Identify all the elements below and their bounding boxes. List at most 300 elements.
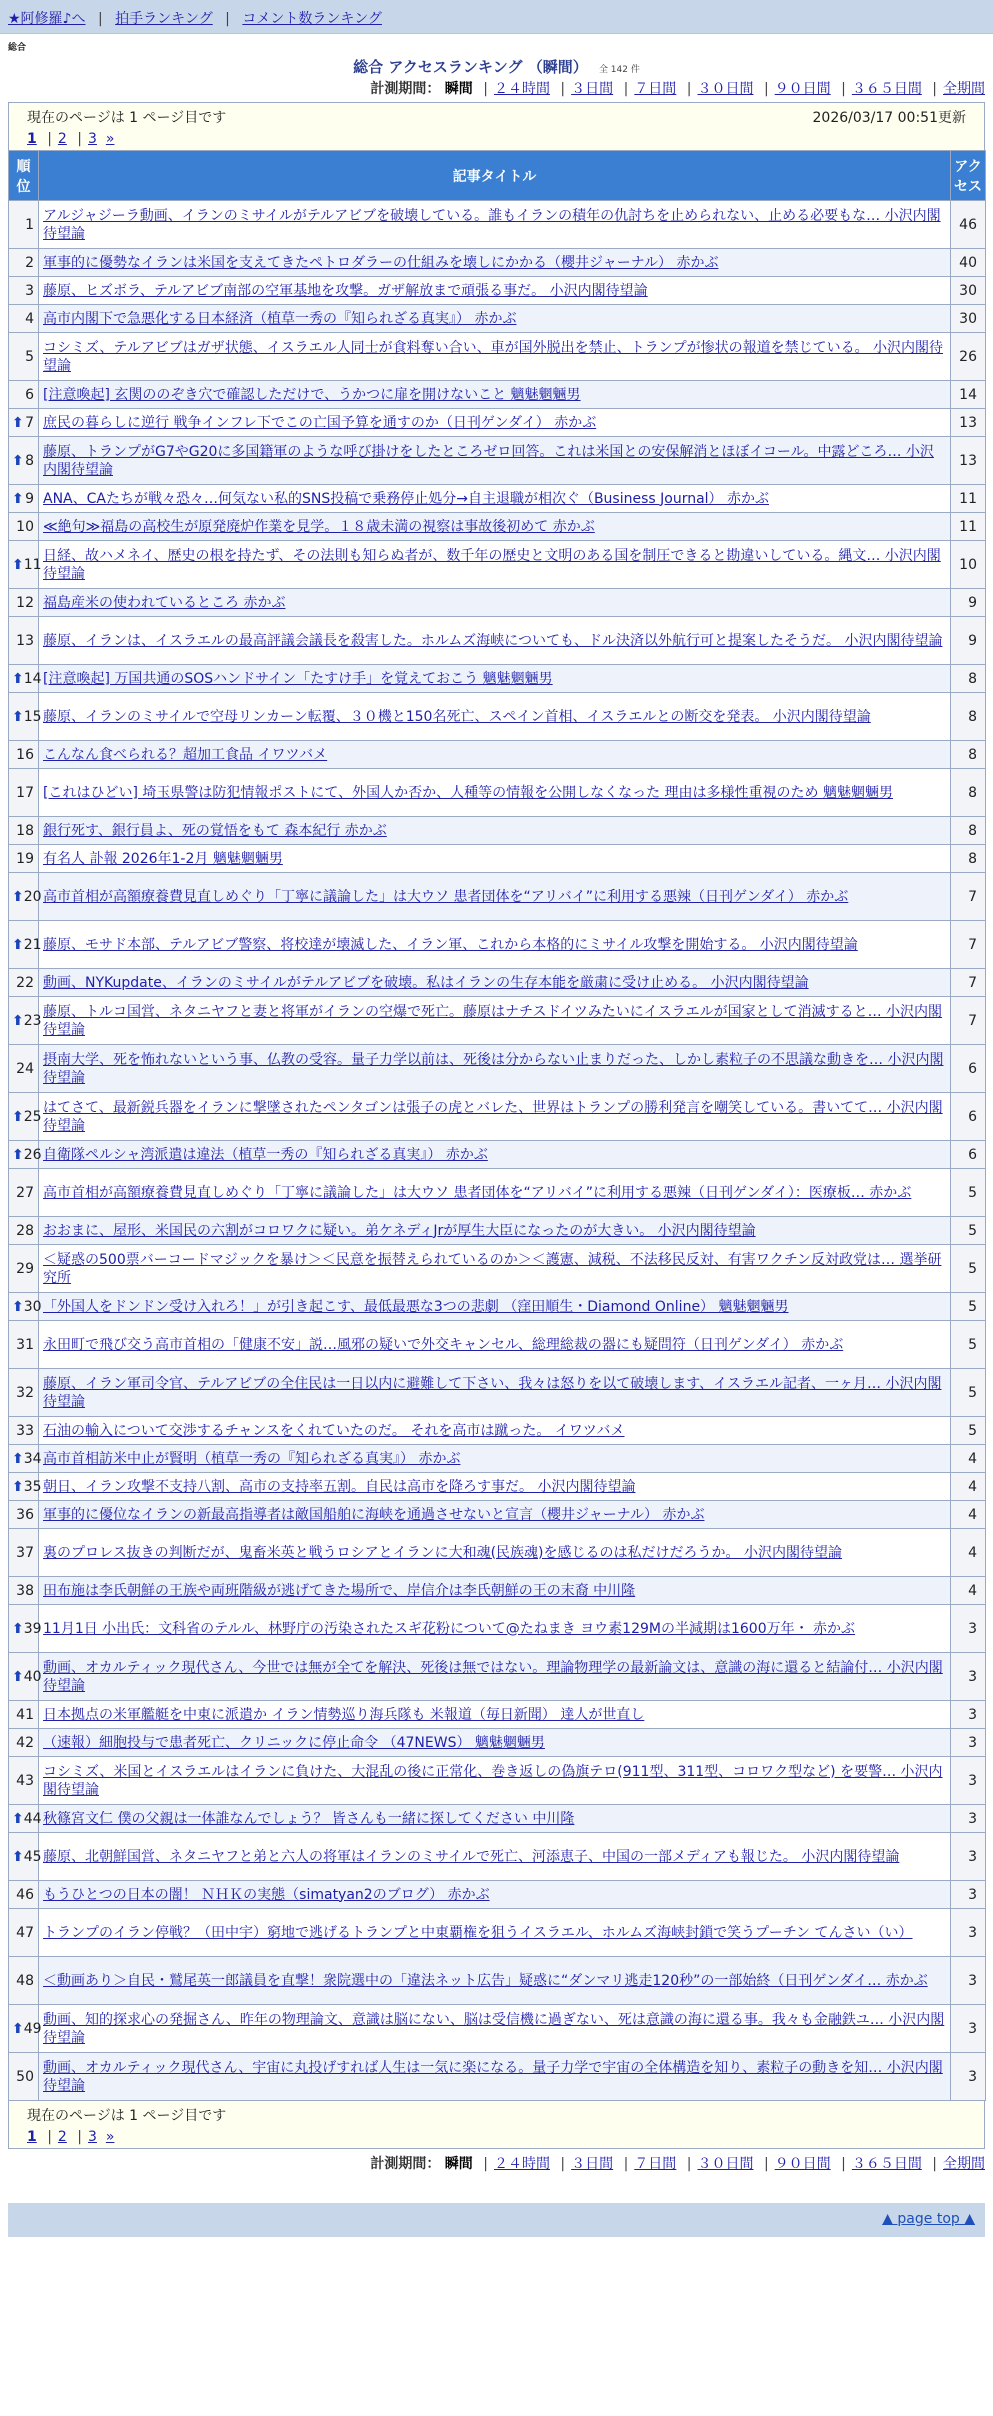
page-next-link[interactable]: » xyxy=(105,2129,115,2145)
rank-cell xyxy=(9,1045,39,1093)
access-count: 13 xyxy=(951,437,986,485)
rank-cell xyxy=(9,1417,39,1445)
rank-number: 8 xyxy=(25,452,34,469)
title-cell xyxy=(39,921,951,969)
article-title-link[interactable]: コシミズ、米国とイスラエルはイランに負けた、大混乱の後に正常化、巻き返しの偽旗テロ(911型、311型、コロワク型など) を要警… 小沢内閣待望論 xyxy=(43,1763,943,1798)
table-row xyxy=(9,1957,986,2005)
access-count: 3 xyxy=(951,1833,986,1881)
rank-number: 49 xyxy=(23,2020,42,2037)
period-current: 瞬間 xyxy=(444,2156,473,2172)
rank-number: 21 xyxy=(23,936,42,953)
footer-bar xyxy=(8,2203,985,2237)
table-row xyxy=(9,769,986,817)
rank-cell xyxy=(9,969,39,997)
table-row xyxy=(9,617,986,665)
rank-number: 34 xyxy=(23,1450,42,1467)
period-link-30d[interactable]: ３０日間 xyxy=(697,81,754,97)
rank-number: 40 xyxy=(23,1668,42,1685)
table-row xyxy=(9,1805,986,1833)
rank-number: 26 xyxy=(23,1146,42,1163)
article-title-link[interactable]: 動画、オカルティック現代さん、宇宙に丸投げすれば人生は一気に楽になる。量子力学で宇宙の全体構造を知り、素粒子の動きを知… 小沢内閣待望論 xyxy=(43,2059,943,2094)
rank-number: 2 xyxy=(25,254,34,271)
title-cell xyxy=(39,1045,951,1093)
access-count: 30 xyxy=(951,305,986,333)
article-title-link[interactable]: 動画、NYKupdate、イランのミサイルがテルアビブを破壊。私はイランの生存本能を厳粛に受け止める。 小沢内閣待望論 xyxy=(43,974,809,991)
rank-cell xyxy=(9,1473,42,1501)
title-cell xyxy=(39,769,951,817)
article-title-link[interactable]: アルジャジーラ動画、イランのミサイルがテルアビブを破壊している。誰もイランの積年の仇討ちを止められない、止める必要もな… 小沢内閣待望論 xyxy=(43,207,941,242)
table-row xyxy=(9,1653,986,1701)
article-title-link[interactable]: 藤原、イランのミサイルで空母リンカーン転覆、３０機と150名死亡、スペイン首相、イスラエルとの断交を発表。 小沢内閣待望論 xyxy=(43,708,871,725)
rank-number: 3 xyxy=(25,282,34,299)
rank-cell xyxy=(9,2053,39,2101)
table-row xyxy=(9,1369,986,1417)
table-row xyxy=(9,817,986,845)
title-cell xyxy=(39,1417,951,1445)
article-title-link[interactable]: 高市首相が高額療養費見直しめぐり「丁寧に議論した」は大ウソ 患者団体を“アリバイ”に利用する悪辣（日刊ゲンダイ） 赤かぶ xyxy=(43,888,849,905)
article-title-link[interactable]: もうひとつの日本の闇！ ＮＨＫの実態（simatyan2のブログ） 赤かぶ xyxy=(43,1886,490,1903)
comment-ranking-link[interactable]: コメント数ランキング xyxy=(242,11,382,27)
article-title-link[interactable]: 日経、故ハメネイ、歴史の根を持たず、その法則も知らぬ者が、数千年の歴史と文明のある国を制圧できると勘違いしている。縄文… 小沢内閣待望論 xyxy=(43,547,941,582)
rank-number: 15 xyxy=(23,708,42,725)
page-link-3[interactable]: 3 xyxy=(88,2129,97,2145)
article-title-link[interactable]: 秋篠宮文仁 僕の父親は一体誰なんでしょう？ 皆さんも一緒に探してください 中川隆 xyxy=(43,1810,575,1827)
title-cell xyxy=(39,201,951,249)
title-cell xyxy=(39,997,951,1045)
access-count: 6 xyxy=(951,1141,986,1169)
access-count: 8 xyxy=(951,845,986,873)
rank-up-arrow-icon: ⬆ xyxy=(12,452,24,469)
article-title-link[interactable]: ＜動画あり＞自民・鷲尾英一郎議員を直撃！衆院選中の「違法ネット広告」疑惑に“ダンマリ逃走120秒”の一部始終（日刊ゲンダイ… 赤かぶ xyxy=(43,1972,928,1989)
access-count: 4 xyxy=(951,1445,986,1473)
rank-number: 42 xyxy=(16,1734,34,1751)
title-cell xyxy=(39,1909,951,1957)
page-title-text: 総合 アクセスランキング （瞬間） xyxy=(353,58,588,76)
rank-cell xyxy=(9,201,39,249)
access-count: 26 xyxy=(951,333,986,381)
page-title xyxy=(0,56,993,78)
rank-number: 50 xyxy=(16,2068,34,2085)
period-label: 計測期間： xyxy=(370,81,441,97)
rank-number: 10 xyxy=(16,518,34,535)
article-title-link[interactable]: 藤原、モサド本部、テルアビブ警察、将校達が壊滅した、イラン軍、これから本格的にミサイル攻撃を開始する。 小沢内閣待望論 xyxy=(43,936,858,953)
rank-cell xyxy=(9,1169,39,1217)
access-count: 4 xyxy=(951,1577,986,1605)
table-row xyxy=(9,845,986,873)
access-count: 6 xyxy=(951,1093,986,1141)
table-row xyxy=(9,1045,986,1093)
rank-up-arrow-icon: ⬆ xyxy=(12,708,24,725)
article-title-link[interactable]: 日本拠点の米軍艦艇を中東に派遣か イラン情勢巡り海兵隊も 米報道（毎日新聞） 達人が世直し xyxy=(43,1706,645,1723)
table-row xyxy=(9,513,986,541)
table-row xyxy=(9,1245,986,1293)
rank-cell xyxy=(9,1729,39,1757)
article-title-link[interactable]: 銀行死す、銀行員よ、死の覚悟をもて 森本紀行 赤かぶ xyxy=(43,822,387,839)
rank-number: 23 xyxy=(23,1012,42,1029)
article-title-link[interactable]: ANA、CAたちが戦々恐々…何気ない私的SNS投稿で乗務停止処分→自主退職が相次ぐ（Business Journal） 赤かぶ xyxy=(43,490,770,507)
title-cell xyxy=(39,2005,951,2053)
table-row xyxy=(9,741,986,769)
applause-ranking-link[interactable]: 拍手ランキング xyxy=(115,11,213,27)
article-title-link[interactable]: 永田町で飛び交う高市首相の「健康不安」説…風邪の疑いで外交キャンセル、総理総裁の器にも疑問符（日刊ゲンダイ） 赤かぶ xyxy=(43,1336,844,1353)
article-title-link[interactable]: ＜疑惑の500票バーコードマジックを暴け＞＜民意を振替えられているのか＞＜護憲、減税、不法移民反対、有害ワクチン反対政党は… 選挙研究所 xyxy=(43,1251,942,1286)
table-row xyxy=(9,541,986,589)
table-row xyxy=(9,1577,986,1605)
access-count: 46 xyxy=(951,201,986,249)
table-row xyxy=(9,921,986,969)
access-count: 3 xyxy=(951,1881,986,1909)
article-title-link[interactable]: 高市首相が高額療養費見直しめぐり「丁寧に議論した」は大ウソ 患者団体を“アリバイ”に利用する悪辣（日刊ゲンダイ）：医療板… 赤かぶ xyxy=(43,1184,912,1201)
rank-up-arrow-icon: ⬆ xyxy=(12,1146,24,1163)
table-row xyxy=(9,1321,986,1369)
rank-cell xyxy=(9,305,39,333)
article-title-link[interactable]: 朝日、イラン攻撃不支持八割、高市の支持率五割。自民は高市を降ろす事だ。 小沢内閣待望論 xyxy=(43,1478,636,1495)
rank-number: 12 xyxy=(16,594,34,611)
rank-cell xyxy=(9,997,42,1045)
title-cell xyxy=(39,589,951,617)
rank-up-arrow-icon: ⬆ xyxy=(12,936,24,953)
access-count: 10 xyxy=(951,541,986,589)
period-link-365d[interactable]: ３６５日間 xyxy=(851,2156,922,2172)
page-link-2[interactable]: 2 xyxy=(57,2129,67,2145)
title-cell xyxy=(39,1729,951,1757)
article-title-link[interactable]: 自衛隊ペルシャ湾派遣は違法（植草一秀の『知られざる真実』） 赤かぶ xyxy=(43,1146,488,1163)
rank-up-arrow-icon: ⬆ xyxy=(12,2020,24,2037)
article-title-link[interactable]: 福島産米の使われているところ 赤かぶ xyxy=(43,594,286,611)
access-count: 3 xyxy=(951,1605,986,1653)
table-row xyxy=(9,1701,986,1729)
access-count: 3 xyxy=(951,1653,986,1701)
period-link-24h[interactable]: ２４時間 xyxy=(493,2156,550,2172)
rank-cell xyxy=(9,1529,39,1577)
rank-number: 25 xyxy=(23,1108,42,1125)
rank-cell xyxy=(9,1653,42,1701)
table-row xyxy=(9,2053,986,2101)
article-title-link[interactable]: 「外国人をドンドン受け入れろ！」が引き起こす、最低最悪な3つの悲劇 （窪田順生・Diamond Online） 魑魅魍魎男 xyxy=(43,1298,789,1315)
access-count: 8 xyxy=(951,769,986,817)
access-count: 8 xyxy=(951,817,986,845)
rank-up-arrow-icon: ⬆ xyxy=(12,414,24,431)
col-header-rank: 順位 xyxy=(9,151,39,201)
access-count: 5 xyxy=(951,1245,986,1293)
rank-up-arrow-icon: ⬆ xyxy=(12,556,24,573)
page-info-top xyxy=(8,102,985,150)
article-title-link[interactable]: 藤原、イランは、イスラエルの最高評議会議長を殺害した。ホルムズ海峡についても、ドル決済以外航行可と提案したそうだ。 小沢内閣待望論 xyxy=(43,632,943,649)
period-link-90d[interactable]: ９０日間 xyxy=(774,2156,831,2172)
rank-cell xyxy=(9,921,42,969)
access-count: 5 xyxy=(951,1169,986,1217)
rank-up-arrow-icon: ⬆ xyxy=(12,1012,24,1029)
article-title-link[interactable]: はてさて、最新鋭兵器をイランに撃墜されたペンタゴンは張子の虎とバレた、世界はトランプの勝利発言を嘲笑している。書いてて… 小沢内閣待望論 xyxy=(43,1099,943,1134)
rank-number: 17 xyxy=(16,784,34,801)
current-page-text-bottom: 現在のページは 1 ページ目です xyxy=(27,2108,227,2124)
article-title-link[interactable]: 石油の輸入について交渉するチャンスをくれていたのだ。 それを高市は蹴った。 イワツバメ xyxy=(43,1422,625,1439)
article-title-link[interactable]: 摂南大学、死を怖れないという事、仏教の受容。量子力学以前は、死後は分からない止まりだった、しかし素粒子の不思議な動きを… 小沢内閣待望論 xyxy=(43,1051,944,1086)
title-cell xyxy=(39,2053,951,2101)
rank-cell xyxy=(9,873,42,921)
title-cell xyxy=(39,1701,951,1729)
rank-up-arrow-icon: ⬆ xyxy=(12,1848,24,1865)
title-cell xyxy=(39,1605,951,1653)
access-count: 3 xyxy=(951,1701,986,1729)
rank-cell xyxy=(9,1245,39,1293)
title-cell xyxy=(39,693,951,741)
page-link-current[interactable]: 1 xyxy=(27,2129,37,2145)
access-count: 5 xyxy=(951,1369,986,1417)
top-nav xyxy=(0,0,993,34)
rank-cell xyxy=(9,249,39,277)
rank-cell xyxy=(9,333,39,381)
rank-cell xyxy=(9,513,39,541)
rank-number: 22 xyxy=(16,974,34,991)
title-cell xyxy=(39,741,951,769)
rank-cell xyxy=(9,485,39,513)
rank-cell xyxy=(9,2005,42,2053)
table-row xyxy=(9,1217,986,1245)
period-link-all[interactable]: 全期間 xyxy=(943,2156,985,2172)
access-count: 14 xyxy=(951,381,986,409)
rank-cell xyxy=(9,693,42,741)
article-title-link[interactable]: こんなん食べられる？超加工食品 イワツバメ xyxy=(43,746,328,763)
access-count: 3 xyxy=(951,2053,986,2101)
table-row xyxy=(9,277,986,305)
rank-cell xyxy=(9,437,39,485)
table-row xyxy=(9,1445,986,1473)
period-link-24h[interactable]: ２４時間 xyxy=(493,81,550,97)
rank-number: 20 xyxy=(23,888,42,905)
rank-number: 9 xyxy=(25,490,34,507)
rank-number: 39 xyxy=(23,1620,42,1637)
title-cell xyxy=(39,1093,951,1141)
article-title-link[interactable]: 動画、オカルティック現代さん、今世では無が全てを解決、死後は無ではない。理論物理学の最新論文は、意識の海に還ると結論付… 小沢内閣待望論 xyxy=(43,1659,943,1694)
period-link-7d[interactable]: ７日間 xyxy=(634,81,677,97)
table-row xyxy=(9,1169,986,1217)
period-current: 瞬間 xyxy=(444,81,473,97)
table-row xyxy=(9,1141,986,1169)
rank-cell xyxy=(9,617,39,665)
article-title-link[interactable]: 藤原、トルコ国営、ネタニヤフと妻と将軍がイランの空爆で死亡。藤原はナチスドイツみたいにイスラエルが国家として消滅すると… 小沢内閣待望論 xyxy=(43,1003,943,1038)
access-count: 11 xyxy=(951,485,986,513)
rank-cell xyxy=(9,1757,39,1805)
rank-cell xyxy=(9,409,39,437)
title-cell xyxy=(39,1833,951,1881)
period-link-365d[interactable]: ３６５日間 xyxy=(851,81,922,97)
title-cell xyxy=(39,1473,951,1501)
period-nav-bottom: 計測期間： 瞬間 | ２４時間 | ３日間 | ７日間 | ３０日間 | ９０日間 | ３６５日間 | 全期間 xyxy=(370,2156,985,2172)
title-cell xyxy=(39,249,951,277)
rank-cell xyxy=(9,1805,42,1833)
table-row xyxy=(9,249,986,277)
article-title-link[interactable]: [注意喚起] 玄関ののぞき穴で確認しただけで、うかつに扉を開けないこと 魑魅魍魎男 xyxy=(43,386,581,403)
article-title-link[interactable]: コシミズ、テルアビブはガザ状態、イスラエル人同士が食料奪い合い、車が国外脱出を禁止、トランプが惨状の報道を禁じている。 小沢内閣待望論 xyxy=(43,339,944,374)
table-row xyxy=(9,1909,986,1957)
article-title-link[interactable]: 藤原、ヒズボラ、テルアビブ南部の空軍基地を攻撃。ガザ解放まで頑張る事だ。 小沢内閣待望論 xyxy=(43,282,648,299)
pagination-bottom: 1 | 2 | 3 » xyxy=(27,2129,115,2145)
title-cell xyxy=(39,485,951,513)
table-row xyxy=(9,437,986,485)
period-nav-top: 計測期間： 瞬間 | ２４時間 | ３日間 | ７日間 | ３０日間 | ９０日間 | ３６５日間 | 全期間 xyxy=(370,81,985,97)
access-count: 3 xyxy=(951,1757,986,1805)
title-cell xyxy=(39,1169,951,1217)
title-cell xyxy=(39,541,951,589)
rank-cell xyxy=(9,589,39,617)
access-count: 8 xyxy=(951,693,986,741)
rank-cell xyxy=(9,1501,39,1529)
rank-cell xyxy=(9,741,39,769)
title-cell xyxy=(39,1141,951,1169)
table-row xyxy=(9,693,986,741)
access-count: 40 xyxy=(951,249,986,277)
article-title-link[interactable]: 高市首相訪米中止が賢明（植草一秀の『知られざる真実』） 赤かぶ xyxy=(43,1450,461,1467)
article-title-link[interactable]: （速報）細胞投与で患者死亡、クリニックに停止命令 （47NEWS） 魑魅魍魎男 xyxy=(43,1734,545,1751)
table-row xyxy=(9,1093,986,1141)
access-count: 7 xyxy=(951,997,986,1045)
rank-cell xyxy=(9,1881,39,1909)
title-cell xyxy=(39,969,951,997)
title-cell xyxy=(39,1881,951,1909)
page-info-bottom xyxy=(8,2101,985,2149)
article-title-link[interactable]: 庶民の暮らしに逆行 戦争インフレ下でこの亡国予算を通すのか（日刊ゲンダイ） 赤かぶ xyxy=(43,414,597,431)
rank-up-arrow-icon: ⬆ xyxy=(12,1668,24,1685)
article-title-link[interactable]: 藤原、イラン軍司令官、テルアビブの全住民は一日以内に避難して下さい、我々は怒りを以て破壊します、イスラエル記者、一ヶ月… 小沢内閣待望論 xyxy=(43,1375,942,1410)
article-title-link[interactable]: 11月1日 小出氏：文科省のテルル、林野庁の汚染されたスギ花粉について@たねまき ヨウ素129Mの半減期は1600万年・ 赤かぶ xyxy=(43,1620,856,1637)
section-label: 総合 xyxy=(8,43,27,53)
article-title-link[interactable]: 有名人 訃報 2026年1-2月 魑魅魍魎男 xyxy=(43,850,283,867)
rank-number: 48 xyxy=(16,1972,34,1989)
article-title-link[interactable]: [注意喚起] 万国共通のSOSハンドサイン「たすけ手」を覚えておこう 魑魅魍魎男 xyxy=(43,670,553,687)
rank-number: 11 xyxy=(23,556,42,573)
updated-timestamp: 2026/03/17 00:51更新 xyxy=(812,110,966,126)
period-link-all[interactable]: 全期間 xyxy=(943,81,985,97)
rank-number: 1 xyxy=(25,216,34,233)
period-link-7d[interactable]: ７日間 xyxy=(634,2156,677,2172)
access-count: 8 xyxy=(951,741,986,769)
article-title-link[interactable]: 軍事的に優勢なイランは米国を支えてきたペトロダラーの仕組みを壊しにかかる（櫻井ジャーナル） 赤かぶ xyxy=(43,254,719,271)
access-count: 5 xyxy=(951,1417,986,1445)
table-row xyxy=(9,1605,986,1653)
rank-number: 30 xyxy=(23,1298,42,1315)
title-cell xyxy=(39,1653,951,1701)
table-row xyxy=(9,873,986,921)
rank-up-arrow-icon: ⬆ xyxy=(12,888,24,905)
title-cell xyxy=(39,513,951,541)
page-next-link[interactable]: » xyxy=(105,131,115,147)
rank-cell xyxy=(9,1217,39,1245)
article-title-link[interactable]: トランプのイラン停戦？（田中宇）窮地で逃げるトランプと中東覇権を狙うイスラエル、ホルムズ海峡封鎖で笑うプーチン てんさい（い） xyxy=(43,1924,913,1941)
rank-number: 14 xyxy=(23,670,42,687)
rank-number: 28 xyxy=(16,1222,34,1239)
article-title-link[interactable]: 藤原、トランプがG7やG20に多国籍軍のような呼び掛けをしたところゼロ回答。これは米国との安保解消とほぼイコール。中露どころ… 小沢内閣待望論 xyxy=(43,443,934,478)
col-header-access: アクセス xyxy=(951,151,986,201)
table-row xyxy=(9,969,986,997)
page-link-2[interactable]: 2 xyxy=(57,131,67,147)
article-title-link[interactable]: 田布施は李氏朝鮮の王族や両班階級が逃げてきた場所で、岸信介は李氏朝鮮の王の末裔 中川隆 xyxy=(43,1582,636,1599)
rank-number: 36 xyxy=(16,1506,34,1523)
title-cell xyxy=(39,1217,951,1245)
article-title-link[interactable]: 裏のプロレス抜きの判断だが、鬼畜米英と戦うロシアとイランに大和魂(民族魂)を感じるのは私だけだろうか。 小沢内閣待望論 xyxy=(43,1544,842,1561)
article-title-link[interactable]: 動画、知的探求心の発掘さん、昨年の物理論文、意識は脳にない、脳は受信機に過ぎない、死は意識の海に還る事。我々も金融鉄ユ… 小沢内閣待望論 xyxy=(43,2011,945,2046)
rank-cell xyxy=(9,381,39,409)
article-title-link[interactable]: 軍事的に優位なイランの新最高指導者は敵国船舶に海峡を通過させないと宣言（櫻井ジャーナル） 赤かぶ xyxy=(43,1506,705,1523)
home-link[interactable]: ★阿修羅♪へ xyxy=(8,11,86,27)
rank-number: 16 xyxy=(16,746,34,763)
period-link-90d[interactable]: ９０日間 xyxy=(774,81,831,97)
table-row xyxy=(9,2005,986,2053)
rank-cell xyxy=(9,817,39,845)
title-cell xyxy=(39,409,951,437)
rank-cell xyxy=(9,1293,42,1321)
ranking-table xyxy=(8,150,986,2101)
article-title-link[interactable]: [これはひどい] 埼玉県警は防犯情報ポストにて、外国人か否か、人種等の情報を公開しなくなった 理由は多様性重視のため 魑魅魍魎男 xyxy=(43,784,893,801)
table-row xyxy=(9,1293,986,1321)
period-link-3d[interactable]: ３日間 xyxy=(571,2156,614,2172)
article-title-link[interactable]: ≪絶句≫福島の高校生が原発廃炉作業を見学。１８歳未満の視察は事故後初めて 赤かぶ xyxy=(43,518,595,535)
access-count: 3 xyxy=(951,2005,986,2053)
article-title-link[interactable]: 高市内閣下で急悪化する日本経済（植草一秀の『知られざる真実』） 赤かぶ xyxy=(43,310,517,327)
rank-cell xyxy=(9,1093,42,1141)
current-page-text: 現在のページは 1 ページ目です xyxy=(27,110,227,126)
rank-up-arrow-icon: ⬆ xyxy=(12,1298,24,1315)
rank-number: 13 xyxy=(16,632,34,649)
access-count: 7 xyxy=(951,969,986,997)
rank-up-arrow-icon: ⬆ xyxy=(12,1108,24,1125)
article-title-link[interactable]: おおまに、屋形、米国民の六割がコロワクに疑い。弟ケネディJrが厚生大臣になったのが大きい。 小沢内閣待望論 xyxy=(43,1222,756,1239)
title-cell xyxy=(39,1293,951,1321)
access-count: 3 xyxy=(951,1909,986,1957)
access-count: 13 xyxy=(951,409,986,437)
title-cell xyxy=(39,1245,951,1293)
table-row xyxy=(9,1501,986,1529)
table-row xyxy=(9,1529,986,1577)
rank-up-arrow-icon: ⬆ xyxy=(12,1620,24,1637)
rank-cell xyxy=(9,665,42,693)
rank-number: 37 xyxy=(16,1544,34,1561)
rank-cell xyxy=(9,1369,39,1417)
title-cell xyxy=(39,437,951,485)
table-row xyxy=(9,1757,986,1805)
title-cell xyxy=(39,277,951,305)
page-link-current[interactable]: 1 xyxy=(27,131,37,147)
article-title-link[interactable]: 藤原、北朝鮮国営、ネタニヤフと弟と六人の将軍はイランのミサイルで死亡、河添恵子、中国の一部メディアも報じた。 小沢内閣待望論 xyxy=(43,1848,900,1865)
rank-number: 43 xyxy=(16,1772,34,1789)
period-link-3d[interactable]: ３日間 xyxy=(571,81,614,97)
title-cell xyxy=(39,1577,951,1605)
page-link-3[interactable]: 3 xyxy=(88,131,97,147)
total-count: 全 142 件 xyxy=(598,65,640,75)
rank-cell xyxy=(9,845,39,873)
page-top-link[interactable]: ▲ page top ▲ xyxy=(882,2211,975,2227)
access-count: 5 xyxy=(951,1217,986,1245)
title-cell xyxy=(39,1445,951,1473)
table-row xyxy=(9,201,986,249)
rank-number: 6 xyxy=(25,386,34,403)
rank-number: 45 xyxy=(23,1848,42,1865)
title-cell xyxy=(39,1321,951,1369)
period-label: 計測期間： xyxy=(370,2156,441,2172)
access-count: 11 xyxy=(951,513,986,541)
period-link-30d[interactable]: ３０日間 xyxy=(697,2156,754,2172)
title-cell xyxy=(39,617,951,665)
title-cell xyxy=(39,1757,951,1805)
title-cell xyxy=(39,845,951,873)
table-row xyxy=(9,485,986,513)
rank-up-arrow-icon: ⬆ xyxy=(12,1450,24,1467)
nav-separator: | xyxy=(225,11,230,27)
rank-cell xyxy=(9,1833,42,1881)
col-header-title: 記事タイトル xyxy=(39,151,951,201)
access-count: 9 xyxy=(951,617,986,665)
title-cell xyxy=(39,1529,951,1577)
